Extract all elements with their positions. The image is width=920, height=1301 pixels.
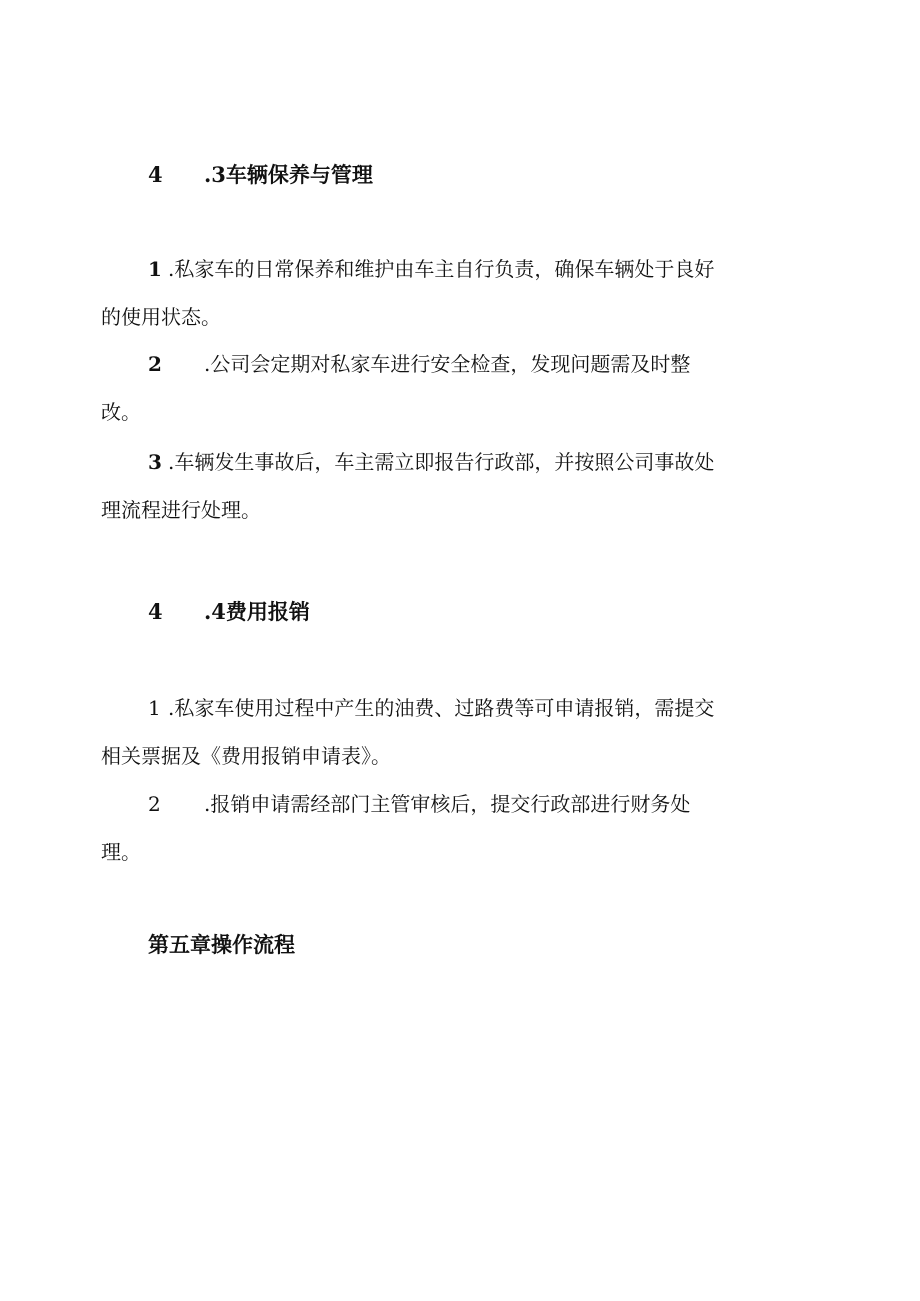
list-item-number: 2	[148, 352, 162, 376]
list-item-continuation: 改。	[101, 400, 141, 424]
list-item	[101, 245, 816, 341]
list-item	[101, 684, 816, 780]
section-title: .4费用报销	[204, 599, 310, 624]
list-item-text: .私家车的日常保养和维护由车主自行负责，确保车辆处于良好	[168, 257, 715, 281]
list-item-continuation: 相关票据及《费用报销申请表》。	[101, 744, 391, 768]
section-heading-4-3	[148, 160, 373, 190]
list-item-first-line	[101, 684, 816, 732]
list-item-continuation: 理。	[101, 840, 141, 864]
list-item-text: .报销申请需经部门主管审核后，提交行政部进行财务处	[204, 792, 691, 816]
list-item-number: 1	[148, 257, 162, 281]
list-item	[101, 340, 816, 436]
chapter-heading: 第五章操作流程	[148, 932, 295, 957]
list-item	[101, 780, 816, 876]
list-item-number: 3	[148, 450, 162, 474]
list-item-first-line	[101, 780, 816, 828]
list-item-continuation: 理流程进行处理。	[101, 498, 261, 522]
section-title: .3车辆保养与管理	[204, 162, 373, 187]
list-item-first-line	[101, 438, 816, 486]
list-item-number: 1	[148, 696, 161, 720]
list-item	[101, 438, 816, 534]
section-heading-4-4	[148, 597, 310, 627]
list-item-number: 2	[148, 792, 161, 816]
list-item-continuation: 的使用状态。	[101, 305, 221, 329]
list-item-first-line	[101, 340, 816, 388]
list-item-text: .车辆发生事故后，车主需立即报告行政部，并按照公司事故处	[168, 450, 715, 474]
section-number: 4	[148, 599, 163, 624]
section-number: 4	[148, 162, 163, 187]
list-item-text: .公司会定期对私家车进行安全检查，发现问题需及时整	[204, 352, 691, 376]
list-item-first-line	[101, 245, 816, 293]
list-item-text: .私家车使用过程中产生的油费、过路费等可申请报销，需提交	[168, 696, 715, 720]
